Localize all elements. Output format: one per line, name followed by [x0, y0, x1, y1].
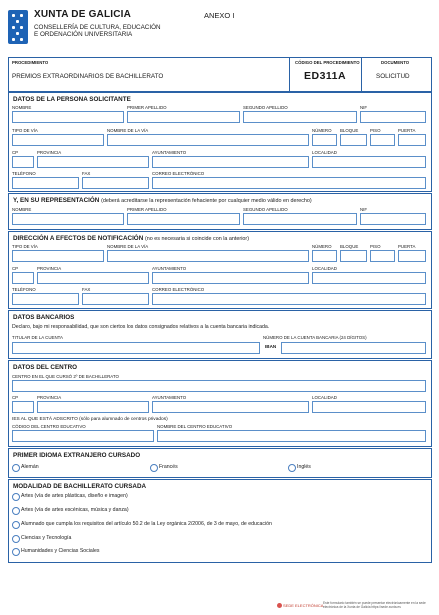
radio-ingles[interactable] [288, 464, 296, 472]
iban-label: IBAN [265, 344, 277, 349]
section-title: MODALIDAD DE BACHILLERATO CURSADA [13, 483, 147, 490]
xunta-logo [8, 9, 198, 49]
centro-ayuntamiento-field[interactable] [152, 401, 309, 413]
not-telefono-field[interactable] [12, 293, 79, 305]
not-bloque-label: BLOQUE [340, 244, 359, 249]
rep-segundo-apellido-field[interactable] [243, 213, 357, 225]
anexo-label: ANEXO I [204, 11, 235, 20]
localidad-label: LOCALIDAD [312, 150, 337, 155]
ayuntamiento-label: AYUNTAMIENTO [152, 150, 187, 155]
centro-localidad-label: LOCALIDAD [312, 395, 337, 400]
representacion-note: (deberá acreditarse la representación fehaciente por cualquier medio válido en derecho) [101, 198, 312, 204]
piso-field[interactable] [370, 134, 395, 146]
primer-apellido-field[interactable] [127, 111, 240, 123]
not-provincia-label: PROVINCIA [37, 266, 62, 271]
not-bloque-field[interactable] [340, 250, 367, 262]
rep-primer-apellido-field[interactable] [127, 213, 240, 225]
not-tipo-via-field[interactable] [12, 250, 104, 262]
centro-cp-field[interactable] [12, 401, 34, 413]
option-humanidades-label: Humanidades y Ciencias Sociales [21, 548, 100, 554]
numero-label: NÚMERO [312, 128, 332, 133]
sede-electronica-label: SEDE ELECTRÓNICA [283, 603, 324, 608]
segundo-apellido-field[interactable] [243, 111, 357, 123]
not-nombre-via-label: NOMBRE DE LA VÍA [107, 244, 149, 249]
not-cp-label: CP [12, 266, 19, 271]
documento-caption: DOCUMENTO [381, 60, 410, 65]
option-ingles-label: Inglés [297, 464, 311, 470]
not-ayuntamiento-field[interactable] [152, 272, 309, 284]
section-title: PRIMER IDIOMA EXTRANJERO CURSADO [13, 452, 141, 459]
procedimiento-value: PREMIOS EXTRAORDINARIOS DE BACHILLERATO [12, 73, 164, 80]
notificacion-title: DIRECCIÓN A EFECTOS DE NOTIFICACIÓN [13, 235, 144, 242]
centro-provincia-label: PROVINCIA [37, 395, 62, 400]
not-piso-field[interactable] [370, 250, 395, 262]
centro-provincia-field[interactable] [37, 401, 149, 413]
centro-cp-label: CP [12, 395, 19, 400]
not-ayuntamiento-label: AYUNTAMIENTO [152, 266, 187, 271]
correo-field[interactable] [152, 177, 426, 189]
nombre-centro-label: NOMBRE DEL CENTRO EDUCATIVO [157, 424, 233, 429]
procedure-header [8, 57, 432, 92]
not-puerta-label: PUERTA [398, 244, 416, 249]
nombre-label: NOMBRE [12, 105, 32, 110]
not-tipo-via-label: TIPO DE VÍA [12, 244, 38, 249]
logo-title: XUNTA DE GALICIA [34, 9, 132, 20]
not-numero-field[interactable] [312, 250, 337, 262]
bloque-field[interactable] [340, 134, 367, 146]
section-title [13, 197, 312, 204]
titular-label: TITULAR DE LA CUENTA [12, 335, 63, 340]
not-cp-field[interactable] [12, 272, 34, 284]
not-correo-field[interactable] [152, 293, 426, 305]
tipo-via-field[interactable] [12, 134, 104, 146]
xunta-crest-icon [8, 10, 28, 44]
section-title: DATOS BANCARIOS [13, 314, 75, 321]
not-nombre-via-field[interactable] [107, 250, 309, 262]
cp-field[interactable] [12, 156, 34, 168]
option-articulo-50-label: Alumnado que cumpla los requisitos del artículo 50.2 de la Ley orgánica 2/2006, de 3 de mayo, de educación [21, 521, 272, 527]
logo-conselleria-line1: CONSELLERÍA DE CULTURA, EDUCACIÓN [34, 24, 161, 31]
nombre-via-label: NOMBRE DE LA VÍA [107, 128, 149, 133]
option-ciencias-label: Ciencias y Tecnología [21, 535, 72, 541]
nombre-field[interactable] [12, 111, 124, 123]
radio-artes-plasticas[interactable] [12, 493, 20, 501]
radio-articulo-50[interactable] [12, 521, 20, 529]
section-title [13, 235, 249, 242]
nif-label: NIF [360, 105, 368, 110]
not-fax-label: FAX [82, 287, 91, 292]
rep-segundo-apellido-label: SEGUNDO APELLIDO [243, 207, 288, 212]
procedimiento-caption: PROCEDIMIENTO [12, 60, 49, 65]
section-bancarios [8, 310, 432, 359]
not-numero-label: NÚMERO [312, 244, 332, 249]
cp-label: CP [12, 150, 19, 155]
documento-value: SOLICITUD [376, 73, 410, 80]
representacion-title: Y, EN SU REPRESENTACIÓN [13, 197, 100, 204]
radio-ciencias[interactable] [12, 535, 20, 543]
option-artes-escenicas-label: Artes (vía de artes escénicas, música y danza) [21, 507, 129, 513]
not-localidad-label: LOCALIDAD [312, 266, 337, 271]
sede-electronica-icon [277, 603, 282, 608]
not-localidad-field[interactable] [312, 272, 426, 284]
ies-label: IES AL QUE ESTÁ ADSCRITO (sólo para alumnado de centros privados) [12, 417, 168, 422]
section-modalidad [8, 479, 432, 563]
localidad-field[interactable] [312, 156, 426, 168]
rep-nif-label: NIF [360, 207, 368, 212]
puerta-label: PUERTA [398, 128, 416, 133]
notificacion-note: (no es necesaria si coincide con la anterior) [145, 236, 249, 242]
piso-label: PISO [370, 128, 381, 133]
numero-field[interactable] [312, 134, 337, 146]
procedimiento-cell [9, 58, 290, 91]
telefono-field[interactable] [12, 177, 79, 189]
titular-field[interactable] [12, 342, 260, 354]
section-representacion [8, 193, 432, 230]
primer-apellido-label: PRIMER APELLIDO [127, 105, 167, 110]
not-puerta-field[interactable] [398, 250, 426, 262]
numero-cuenta-label: NÚMERO DE LA CUENTA BANCARIA (24 DÍGITOS) [263, 335, 367, 340]
codigo-centro-field[interactable] [12, 430, 154, 442]
rep-nombre-label: NOMBRE [12, 207, 32, 212]
codigo-cell [289, 58, 362, 91]
codigo-caption: CÓDIGO DEL PROCEDIMIENTO [295, 60, 360, 65]
codigo-centro-label: CÓDIGO DEL CENTRO EDUCATIVO [12, 424, 86, 429]
nombre-centro-field[interactable] [157, 430, 426, 442]
not-telefono-label: TELÉFONO [12, 287, 36, 292]
not-fax-field[interactable] [82, 293, 149, 305]
option-artes-plasticas-label: Artes (vía de artes plásticas, diseño e imagen) [21, 493, 128, 499]
iban-field[interactable] [281, 342, 426, 354]
section-notificacion [8, 231, 432, 309]
segundo-apellido-label: SEGUNDO APELLIDO [243, 105, 288, 110]
declaracion-text: Declaro, bajo mi responsabilidad, que son ciertos los datos consignados relativos a la cuenta bancaria indicada. [12, 324, 270, 330]
section-solicitante [8, 92, 432, 192]
footer [283, 602, 433, 612]
radio-artes-escenicas[interactable] [12, 507, 20, 515]
nombre-via-field[interactable] [107, 134, 309, 146]
ayuntamiento-field[interactable] [152, 156, 309, 168]
footer-note: Este formulario también se puede presentar electrónicamente en la sede electrónica de la Xunta de Galicia https://sede.xunta.es [323, 601, 426, 609]
codigo-value: ED311A [304, 70, 347, 82]
bloque-label: BLOQUE [340, 128, 359, 133]
centro-localidad-field[interactable] [312, 401, 426, 413]
tipo-via-label: TIPO DE VÍA [12, 128, 38, 133]
centro-curso-field[interactable] [12, 380, 426, 392]
not-correo-label: CORREO ELECTRÓNICO [152, 287, 205, 292]
section-centro [8, 360, 432, 447]
puerta-field[interactable] [398, 134, 426, 146]
option-frances-label: Francés [159, 464, 178, 470]
radio-aleman[interactable] [12, 464, 20, 472]
rep-primer-apellido-label: PRIMER APELLIDO [127, 207, 167, 212]
radio-humanidades[interactable] [12, 548, 20, 556]
documento-cell [361, 58, 430, 91]
logo-conselleria-line2: E ORDENACIÓN UNIVERSITARIA [34, 31, 133, 38]
radio-frances[interactable] [150, 464, 158, 472]
section-title: DATOS DEL CENTRO [13, 364, 78, 371]
telefono-label: TELÉFONO [12, 171, 36, 176]
section-idioma [8, 448, 432, 478]
fax-label: FAX [82, 171, 91, 176]
centro-curso-label: CENTRO EN EL QUE CURSÓ 2º DE BACHILLERATO [12, 374, 119, 379]
not-piso-label: PISO [370, 244, 381, 249]
provincia-field[interactable] [37, 156, 149, 168]
section-title: DATOS DE LA PERSONA SOLICITANTE [13, 96, 131, 103]
provincia-label: PROVINCIA [37, 150, 62, 155]
option-aleman-label: Alemán [21, 464, 39, 470]
rep-nombre-field[interactable] [12, 213, 124, 225]
nif-field[interactable] [360, 111, 426, 123]
correo-label: CORREO ELECTRÓNICO [152, 171, 205, 176]
fax-field[interactable] [82, 177, 149, 189]
not-provincia-field[interactable] [37, 272, 149, 284]
rep-nif-field[interactable] [360, 213, 426, 225]
centro-ayuntamiento-label: AYUNTAMIENTO [152, 395, 187, 400]
